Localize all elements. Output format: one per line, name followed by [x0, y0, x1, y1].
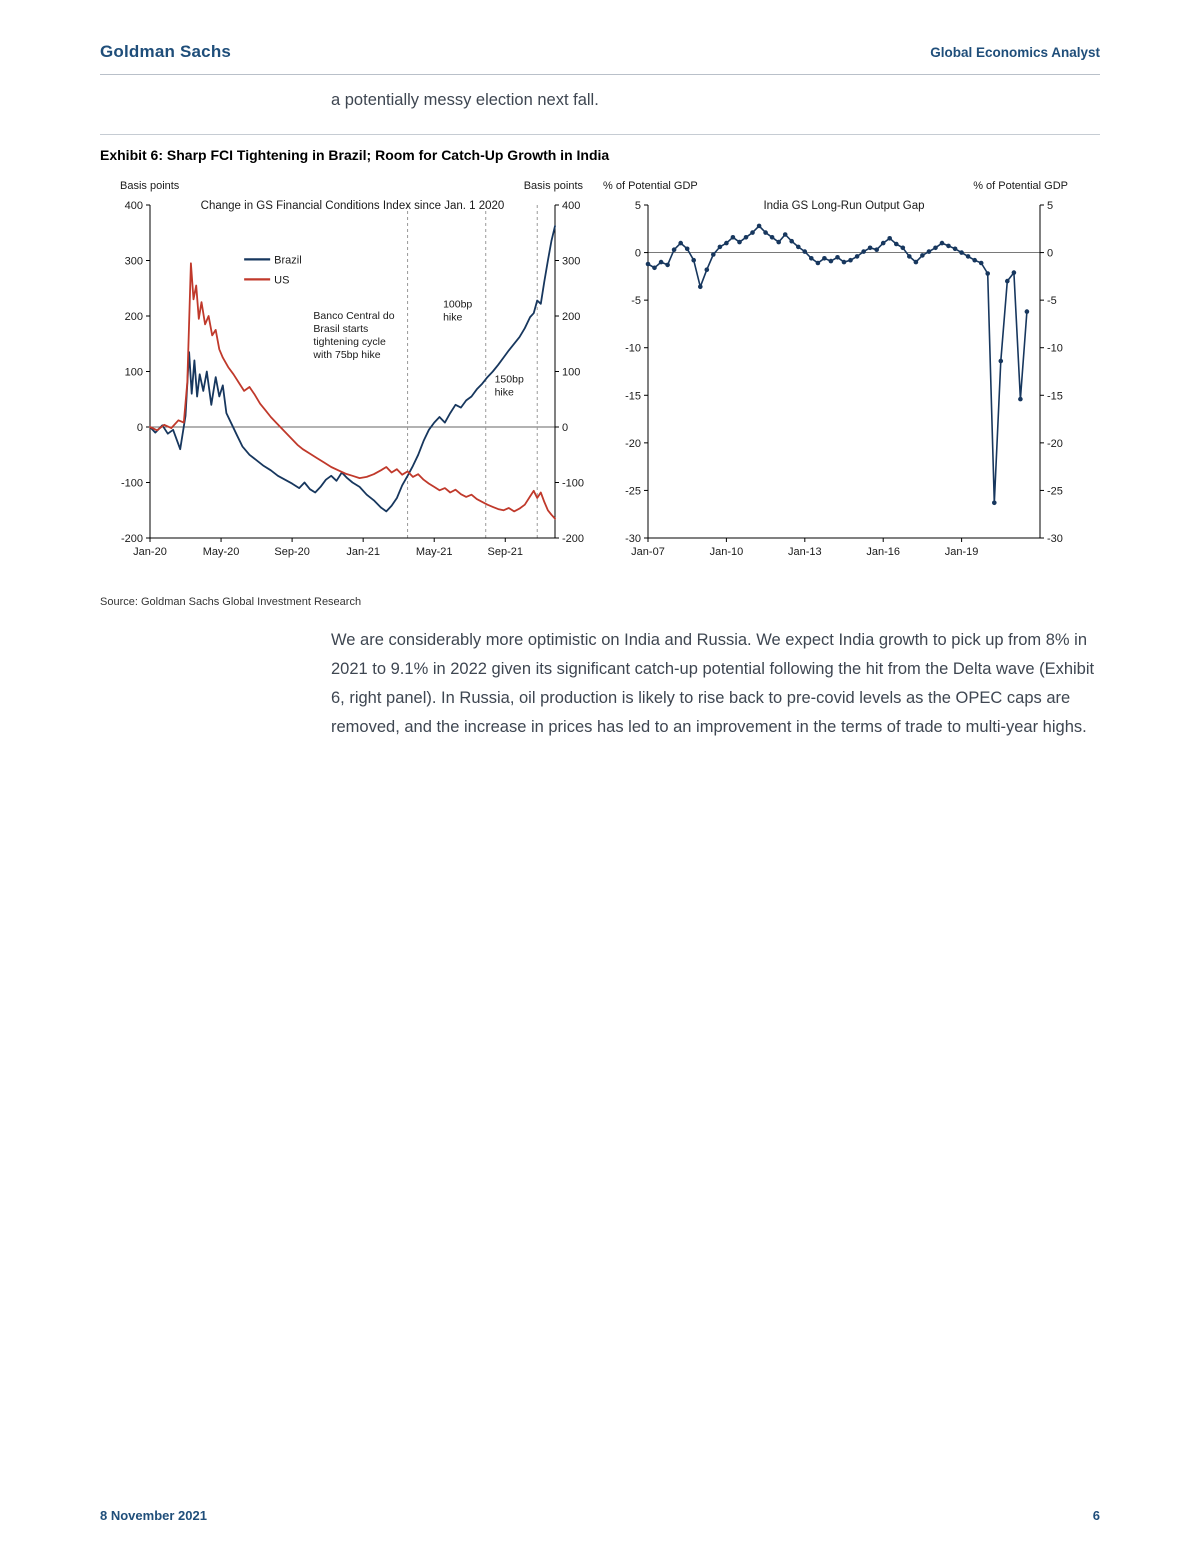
svg-text:150bp: 150bp	[494, 373, 524, 386]
svg-text:5: 5	[1047, 200, 1054, 212]
svg-text:200: 200	[124, 311, 143, 323]
svg-text:-30: -30	[1047, 533, 1063, 545]
svg-text:Brasil starts: Brasil starts	[313, 322, 369, 335]
svg-text:-20: -20	[1047, 437, 1063, 450]
svg-text:Jan-21: Jan-21	[346, 546, 380, 558]
svg-text:-25: -25	[625, 485, 641, 498]
svg-text:300: 300	[562, 255, 581, 268]
svg-text:Jan-10: Jan-10	[709, 546, 744, 558]
brazil-us-fci-chart	[100, 173, 595, 578]
svg-text:-100: -100	[120, 477, 143, 490]
svg-text:100: 100	[124, 366, 143, 379]
svg-text:US: US	[274, 274, 290, 287]
publication-title: Global Economics Analyst	[930, 45, 1100, 60]
page-header	[100, 42, 1100, 75]
exhibit-charts	[100, 173, 1115, 578]
svg-text:100bp: 100bp	[443, 298, 473, 311]
svg-text:300: 300	[124, 255, 143, 268]
svg-text:Jan-16: Jan-16	[866, 546, 901, 558]
svg-text:-10: -10	[1047, 342, 1063, 355]
svg-text:tightening cycle: tightening cycle	[313, 335, 386, 348]
svg-text:with 75bp hike: with 75bp hike	[313, 348, 381, 361]
svg-text:-200: -200	[562, 533, 585, 545]
india-output-gap-chart	[595, 173, 1115, 578]
svg-text:hike: hike	[443, 311, 463, 324]
svg-text:May-20: May-20	[202, 546, 240, 558]
svg-text:Jan-13: Jan-13	[787, 546, 822, 558]
svg-text:0: 0	[136, 422, 143, 434]
svg-text:-100: -100	[562, 477, 585, 490]
svg-text:% of Potential GDP: % of Potential GDP	[973, 180, 1068, 192]
svg-text:-5: -5	[1047, 295, 1057, 308]
footer-page-number: 6	[1092, 1508, 1100, 1523]
svg-text:-5: -5	[631, 295, 641, 308]
svg-text:India GS Long-Run Output Gap: India GS Long-Run Output Gap	[763, 200, 925, 212]
page-footer	[100, 1508, 1100, 1523]
svg-text:Banco Central do: Banco Central do	[313, 309, 395, 322]
svg-text:-20: -20	[625, 437, 641, 450]
source-line: Source: Goldman Sachs Global Investment Research	[100, 596, 362, 608]
svg-text:Change in GS Financial Conditi: Change in GS Financial Conditions Index since Jan. 1 2020	[200, 200, 505, 212]
body-paragraph: We are considerably more optimistic on India and Russia. We expect India growth to pick up from 8% in 2021 to 9.1% in 2022 given its significant catch-up potential following the hit from the Delta wave (Exhibit 6, right panel). In Russia, oil production is likely to rise back to pre-covid levels as the OPEC caps are removed, and the increase in prices has led to an improvement in the terms of trade to multi-year highs.	[331, 631, 1095, 736]
svg-text:-30: -30	[625, 533, 641, 545]
svg-text:-15: -15	[1047, 390, 1063, 403]
svg-text:Jan-07: Jan-07	[631, 546, 665, 558]
brand-logo-text: Goldman Sachs	[100, 42, 232, 61]
svg-text:400: 400	[124, 200, 143, 212]
svg-text:Sep-20: Sep-20	[274, 546, 310, 558]
exhibit-divider	[100, 134, 1100, 135]
svg-text:-10: -10	[625, 342, 641, 355]
svg-text:hike: hike	[494, 386, 514, 399]
svg-text:0: 0	[1047, 247, 1054, 260]
intro-paragraph: a potentially messy election next fall.	[331, 91, 599, 109]
svg-text:% of Potential GDP: % of Potential GDP	[603, 180, 698, 192]
svg-text:Sep-21: Sep-21	[487, 546, 524, 558]
svg-text:Brazil: Brazil	[274, 254, 302, 267]
svg-text:Jan-20: Jan-20	[133, 546, 167, 558]
svg-text:Basis points: Basis points	[523, 180, 583, 192]
svg-text:0: 0	[634, 247, 641, 260]
svg-text:200: 200	[562, 311, 581, 323]
exhibit-title: Exhibit 6: Sharp FCI Tightening in Brazil; Room for Catch-Up Growth in India	[100, 147, 610, 163]
svg-text:Basis points: Basis points	[120, 180, 180, 192]
svg-text:Jan-19: Jan-19	[944, 546, 979, 558]
svg-text:-25: -25	[1047, 485, 1063, 498]
svg-text:May-21: May-21	[415, 546, 453, 558]
svg-text:5: 5	[634, 200, 641, 212]
svg-text:100: 100	[562, 366, 581, 379]
svg-text:0: 0	[562, 422, 569, 434]
svg-text:400: 400	[562, 200, 581, 212]
svg-text:-15: -15	[625, 390, 641, 403]
footer-date: 8 November 2021	[100, 1508, 207, 1523]
svg-text:-200: -200	[120, 533, 143, 545]
